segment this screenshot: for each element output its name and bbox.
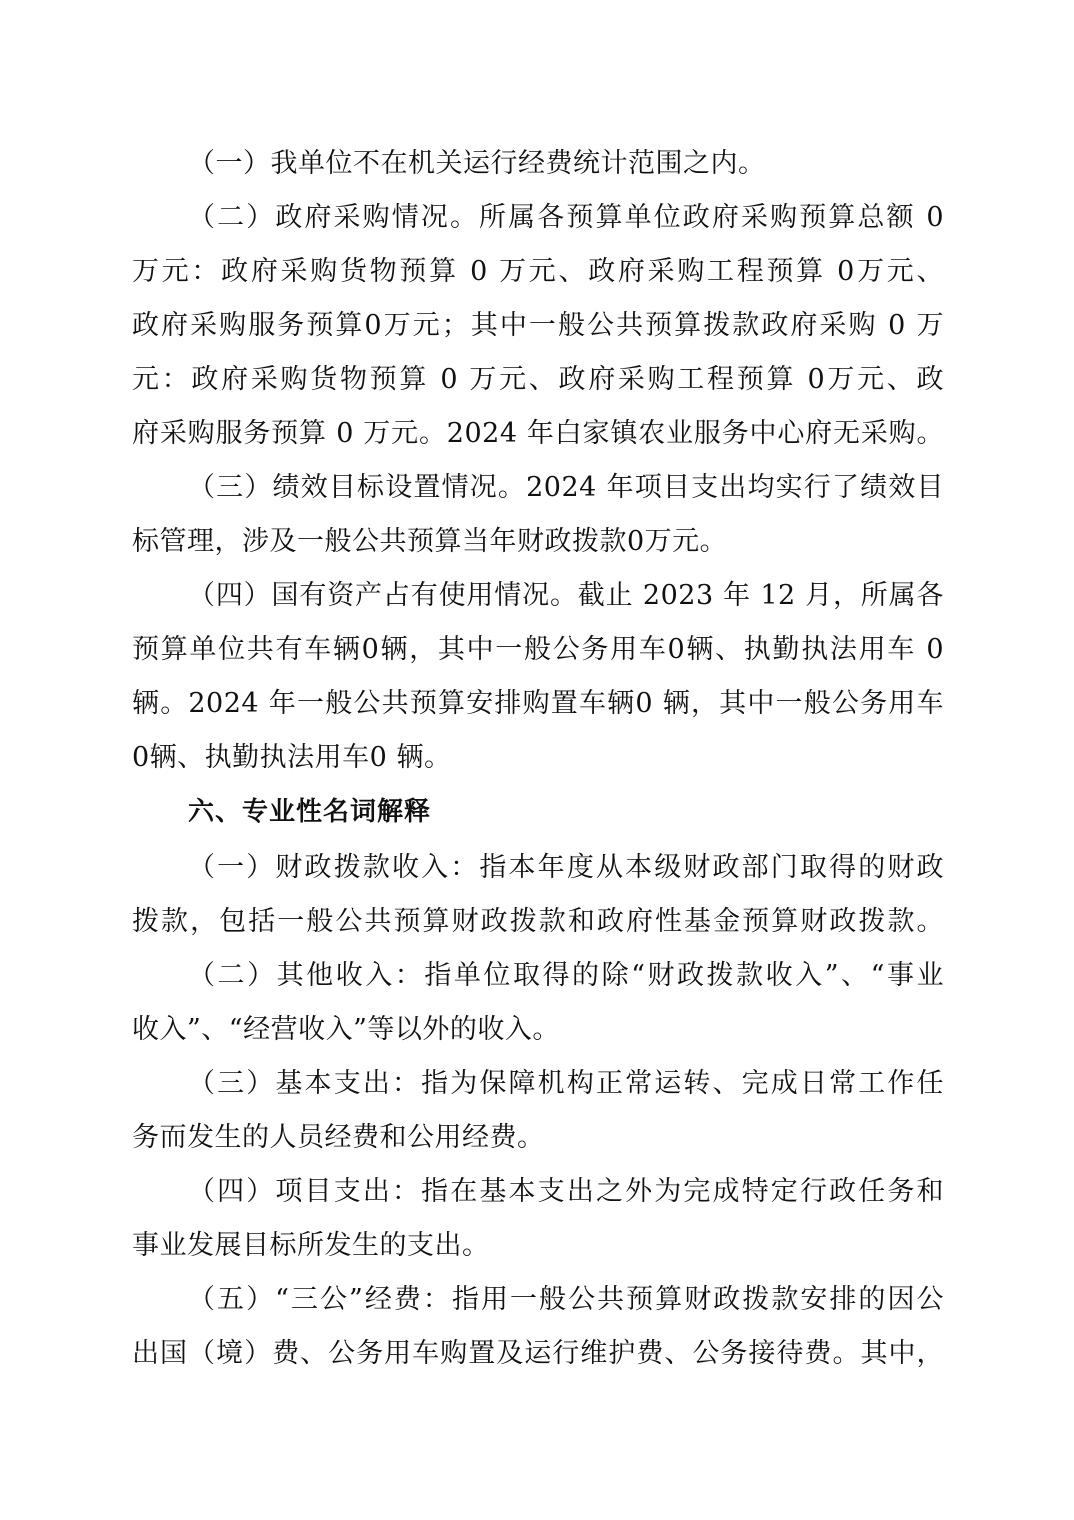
paragraph-line: 事业发展目标所发生的支出。 [132,1230,490,1261]
paragraph-line: 预算单位共有车辆0辆，其中一般公务用车0辆、执勤执法用车 0 [132,634,944,665]
paragraph-line: （四）项目支出：指在基本支出之外为完成特定行政任务和 [188,1176,944,1207]
paragraph-line: 务而发生的人员经费和公用经费。 [132,1122,545,1153]
paragraph-line: 万元：政府采购货物预算 0 万元、政府采购工程预算 0万元、 [132,256,944,287]
paragraph-line: 收入”、“经营收入”等以外的收入。 [132,1014,560,1045]
paragraph-line: 出国（境）费、公务用车购置及运行维护费、公务接待费。其中， [132,1338,944,1369]
paragraph-line: （五）“三公”经费：指用一般公共预算财政拨款安排的因公 [188,1284,944,1315]
paragraph-line: （三）绩效目标设置情况。2024 年项目支出均实行了绩效目 [188,472,944,503]
paragraph-line: （二）其他收入：指单位取得的除“财政拨款收入”、“事业 [188,960,944,991]
paragraph-line: （一）我单位不在机关运行经费统计范围之内。 [188,148,766,179]
paragraph-line: 元：政府采购货物预算 0 万元、政府采购工程预算 0万元、政 [132,364,944,395]
paragraph-line: 政府采购服务预算0万元；其中一般公共预算拨款政府采购 0 万 [132,310,944,341]
paragraph-line: （三）基本支出：指为保障机构正常运转、完成日常工作任 [188,1068,944,1099]
paragraph-line: 辆。2024 年一般公共预算安排购置车辆0 辆，其中一般公务用车 [132,688,944,719]
paragraph-line: 拨款，包括一般公共预算财政拨款和政府性基金预算财政拨款。 [132,906,944,937]
paragraph-line: （一）财政拨款收入：指本年度从本级财政部门取得的财政 [188,852,944,883]
paragraph-line: 标管理，涉及一般公共预算当年财政拨款0万元。 [132,526,728,557]
paragraph-line: （四）国有资产占有使用情况。截止 2023 年 12 月，所属各 [188,580,944,611]
section-heading: 六、专业性名词解释 [188,797,432,827]
paragraph-line: 府采购服务预算 0 万元。2024 年白家镇农业服务中心府无采购。 [132,418,944,449]
paragraph-line: 0辆、执勤执法用车0 辆。 [132,742,452,773]
paragraph-line: （二）政府采购情况。所属各预算单位政府采购预算总额 0 [188,202,944,233]
